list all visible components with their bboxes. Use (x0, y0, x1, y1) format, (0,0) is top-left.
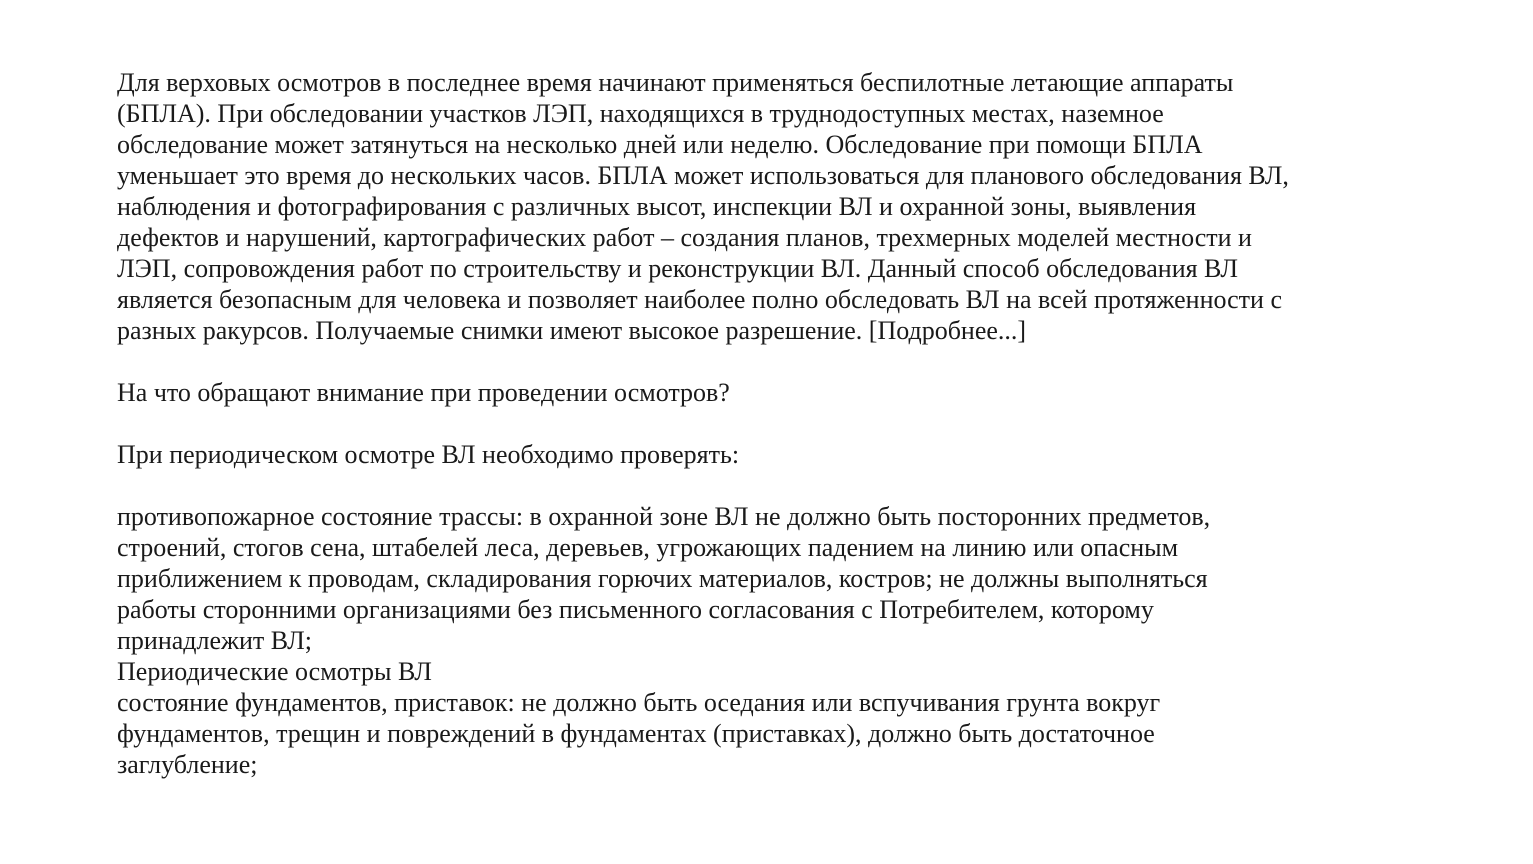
caption-line: Периодические осмотры ВЛ (117, 657, 432, 686)
spacer (117, 470, 1437, 501)
text-line: приближением к проводам, складирования горючих материалов, костров; не должны выполняться (117, 564, 1208, 593)
text-line: дефектов и нарушений, картографических работ – создания планов, трехмерных моделей местности и (117, 223, 1252, 252)
text-line: состояние фундаментов, приставок: не должно быть оседания или вспучивания грунта вокруг (117, 688, 1161, 717)
spacer (117, 408, 1437, 439)
text-line: разных ракурсов. Получаемые снимки имеют высокое разрешение. [Подробнее...] (117, 316, 1027, 345)
question-heading: На что обращают внимание при проведении осмотров? (117, 378, 730, 407)
text-line: наблюдения и фотографирования с различных высот, инспекции ВЛ и охранной зоны, выявления (117, 192, 1197, 221)
paragraph-foundations (117, 687, 1437, 780)
text-line: (БПЛА). При обследовании участков ЛЭП, находящихся в труднодоступных местах, наземное (117, 99, 1164, 128)
text-line: принадлежит ВЛ; (117, 626, 312, 655)
intro-line: При периодическом осмотре ВЛ необходимо проверять: (117, 440, 740, 469)
text-line: заглубление; (117, 750, 258, 779)
text-line: является безопасным для человека и позволяет наиболее полно обследовать ВЛ на всей протяженности с (117, 285, 1282, 314)
text-block (117, 67, 1437, 780)
text-line: фундаментов, трещин и повреждений в фундаментах (приставках), должно быть достаточное (117, 719, 1155, 748)
text-line: ЛЭП, сопровождения работ по строительству и реконструкции ВЛ. Данный способ обследования ВЛ (117, 254, 1239, 283)
text-line: строений, стогов сена, штабелей леса, деревьев, угрожающих падением на линию или опасным (117, 533, 1179, 562)
text-line: обследование может затянуться на несколько дней или неделю. Обследование при помощи БПЛА (117, 130, 1203, 159)
paragraph-bpla (117, 67, 1437, 346)
text-line: Для верховых осмотров в последнее время начинают применяться беспилотные летающие аппараты (117, 68, 1234, 97)
text-line: уменьшает это время до нескольких часов. БПЛА может использоваться для планового обследования ВЛ, (117, 161, 1289, 190)
spacer (117, 346, 1437, 377)
paragraph-fire-safety (117, 501, 1437, 656)
text-line: противопожарное состояние трассы: в охранной зоне ВЛ не должно быть посторонних предметов, (117, 502, 1211, 531)
text-line: работы сторонними организациями без письменного согласования с Потребителем, которому (117, 595, 1154, 624)
